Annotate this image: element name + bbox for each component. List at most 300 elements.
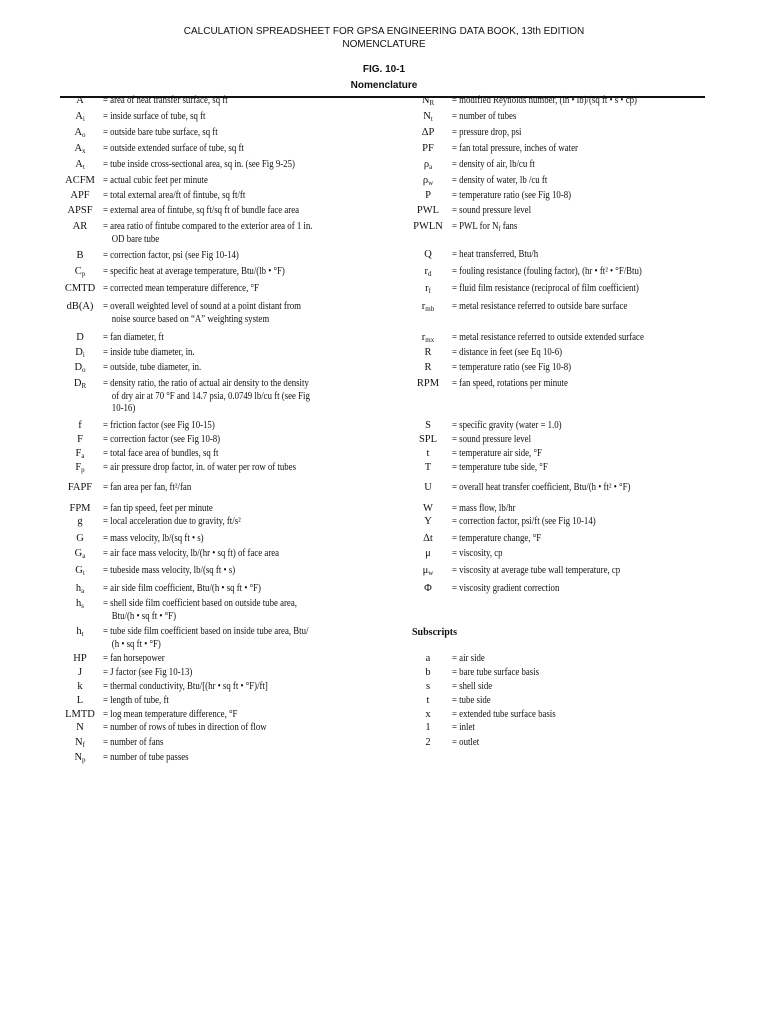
symbol-base: W bbox=[423, 503, 433, 514]
definition-line: = overall heat transfer coefficient, Btu/(h • ft² • °F) bbox=[452, 482, 631, 493]
symbol-subscript: mx bbox=[425, 336, 435, 344]
definition bbox=[103, 598, 323, 623]
symbol-subscript: i bbox=[82, 115, 85, 123]
symbol-base: μ bbox=[422, 565, 429, 576]
symbol bbox=[404, 205, 452, 218]
symbol-base: G bbox=[76, 533, 84, 544]
definition-line: = fan area per fan, ft²/fan bbox=[103, 482, 192, 493]
symbol-subscript: p bbox=[82, 756, 86, 764]
symbol-base: APF bbox=[70, 190, 90, 201]
definition bbox=[103, 95, 245, 108]
symbol-base: Δt bbox=[423, 533, 433, 544]
definition bbox=[103, 548, 303, 561]
symbol bbox=[56, 347, 104, 360]
definition bbox=[103, 695, 178, 708]
definition-line: = density of air, lb/cu ft bbox=[452, 159, 535, 170]
symbol bbox=[56, 111, 104, 124]
definition-line: = mass flow, lb/hr bbox=[452, 503, 516, 514]
definition-line: = tube side film coefficient based on inside tube area, Btu/ bbox=[103, 626, 309, 637]
subscript-symbol bbox=[404, 695, 452, 708]
definition bbox=[103, 221, 341, 246]
symbol-base: FPM bbox=[69, 503, 91, 514]
definition-line: = corrected mean temperature difference, °F bbox=[103, 283, 259, 294]
definition-line: = correction factor, psi (see Fig 10-14) bbox=[103, 250, 239, 261]
symbol-base: t bbox=[426, 448, 430, 459]
definition bbox=[452, 378, 584, 391]
definition-line: = shell side bbox=[452, 681, 493, 692]
definition-line: = tubeside mass velocity, lb/(sq ft • s) bbox=[103, 565, 236, 576]
definition bbox=[103, 362, 215, 375]
symbol-base: F bbox=[75, 462, 82, 473]
symbol-base: AR bbox=[72, 221, 88, 232]
subscripts-heading: Subscripts bbox=[412, 627, 458, 638]
symbol bbox=[56, 95, 104, 108]
definition-line: = external area of fintube, sq ft/sq ft of bundle face area bbox=[103, 205, 300, 216]
definition-line: = heat transferred, Btu/h bbox=[452, 249, 539, 260]
definition bbox=[103, 752, 200, 765]
symbol-base: A bbox=[74, 127, 83, 138]
definition-line: = total face area of bundles, sq ft bbox=[103, 448, 219, 459]
definition-line: 10-16) bbox=[111, 403, 136, 414]
symbol-base: r bbox=[425, 283, 429, 294]
symbol-base: b bbox=[425, 667, 431, 678]
definition bbox=[103, 722, 289, 735]
symbol bbox=[404, 111, 452, 124]
symbol bbox=[56, 626, 104, 639]
symbol-subscript: i bbox=[82, 351, 85, 359]
definition bbox=[103, 127, 233, 140]
symbol bbox=[56, 283, 104, 296]
symbol bbox=[56, 266, 104, 279]
symbol-subscript: R bbox=[81, 382, 87, 390]
definition bbox=[103, 482, 203, 495]
definition bbox=[103, 503, 228, 516]
symbol-base: SPL bbox=[418, 434, 438, 445]
symbol-subscript: f bbox=[82, 741, 85, 749]
symbol-base: B bbox=[76, 250, 84, 261]
symbol-base: N bbox=[74, 752, 83, 763]
symbol bbox=[404, 301, 452, 314]
subscript-symbol bbox=[404, 667, 452, 680]
symbol-base: R bbox=[424, 347, 432, 358]
symbol-base: A bbox=[76, 95, 84, 106]
figure-title: Nomenclature bbox=[350, 80, 418, 91]
symbol-base: PWLN bbox=[413, 221, 443, 232]
definition bbox=[452, 695, 496, 708]
definition bbox=[103, 709, 256, 722]
definition-line: = log mean temperature difference, °F bbox=[103, 709, 238, 720]
symbol-base: D bbox=[76, 332, 84, 343]
subscript-symbol bbox=[404, 653, 452, 666]
definition bbox=[452, 420, 577, 433]
definition-line: = sound pressure level bbox=[452, 205, 532, 216]
symbol bbox=[56, 205, 104, 218]
definition-line: = number of tubes bbox=[452, 111, 517, 122]
symbol bbox=[404, 448, 452, 461]
symbol-subscript: t bbox=[82, 163, 85, 171]
symbol-base: D bbox=[75, 347, 83, 358]
symbol bbox=[404, 503, 452, 516]
symbol bbox=[56, 533, 104, 546]
symbol bbox=[56, 175, 104, 188]
definition-line: = specific heat at average temperature, Btu/(lb • °F) bbox=[103, 266, 285, 277]
subscript-symbol bbox=[404, 722, 452, 735]
definition-line: = density of water, lb /cu ft bbox=[452, 175, 548, 186]
figure-number: FIG. 10-1 bbox=[362, 64, 406, 75]
definition-line: noise source based on “A” weighting system bbox=[111, 313, 270, 325]
definition bbox=[103, 111, 219, 124]
definition-line: = tube inside cross-sectional area, sq in. (see Fig 9-25) bbox=[103, 159, 295, 170]
definition bbox=[452, 347, 577, 360]
symbol bbox=[56, 159, 104, 172]
symbol-subscript: a bbox=[82, 552, 86, 560]
symbol-base: Φ bbox=[424, 583, 432, 594]
definition bbox=[103, 583, 282, 596]
symbol bbox=[404, 482, 452, 495]
definition bbox=[452, 667, 551, 680]
symbol bbox=[404, 332, 452, 345]
definition-line: = sound pressure level bbox=[452, 434, 532, 445]
definition-line: = viscosity at average tube wall temperature, cp bbox=[452, 565, 621, 576]
definition bbox=[103, 283, 280, 296]
symbol bbox=[56, 681, 104, 694]
symbol-subscript: s bbox=[81, 602, 84, 610]
definition-line: = number of rows of tubes in direction of flow bbox=[103, 722, 267, 733]
symbol bbox=[404, 462, 452, 475]
definition bbox=[103, 462, 322, 475]
symbol-base: PF bbox=[422, 143, 434, 154]
symbol-base: N bbox=[76, 722, 84, 733]
symbol bbox=[56, 420, 104, 433]
symbol-base: R bbox=[424, 362, 432, 373]
definition bbox=[103, 533, 217, 546]
definition-line: = metal resistance referred to outside bare surface bbox=[452, 301, 628, 312]
symbol-base: 2 bbox=[425, 737, 431, 748]
symbol-base: g bbox=[77, 516, 83, 527]
symbol bbox=[404, 516, 452, 529]
symbol bbox=[56, 378, 104, 391]
definition bbox=[103, 205, 326, 218]
definition-line: = fan total pressure, inches of water bbox=[452, 143, 578, 154]
definition-line: = temperature tube side, °F bbox=[452, 462, 548, 473]
symbol-base: T bbox=[424, 462, 432, 473]
symbol bbox=[404, 378, 452, 391]
symbol-base: ρ bbox=[423, 159, 430, 170]
definition-line: = correction factor, psi/ft (see Fig 10-14) bbox=[452, 516, 596, 527]
definition bbox=[452, 190, 587, 203]
symbol bbox=[56, 143, 104, 156]
symbol-base: PWL bbox=[416, 205, 440, 216]
symbol-base: A bbox=[75, 159, 83, 170]
symbol bbox=[56, 362, 104, 375]
definition bbox=[103, 626, 336, 651]
symbol-base: G bbox=[74, 548, 83, 559]
symbol bbox=[56, 448, 104, 461]
symbol-base: ACFM bbox=[65, 175, 95, 186]
definition bbox=[452, 332, 670, 345]
symbol bbox=[404, 221, 452, 234]
symbol bbox=[404, 583, 452, 596]
symbol bbox=[56, 583, 104, 596]
definition-line: = area of heat transfer surface, sq ft bbox=[103, 95, 228, 106]
symbol bbox=[56, 190, 104, 203]
definition-line: = tube side bbox=[452, 695, 491, 706]
definition bbox=[452, 301, 651, 314]
symbol-base: P bbox=[425, 190, 431, 201]
symbol bbox=[404, 362, 452, 375]
definition-line: = length of tube, ft bbox=[103, 695, 169, 706]
symbol bbox=[56, 667, 104, 680]
symbol-base: dB(A) bbox=[66, 301, 94, 312]
symbol-base: r bbox=[424, 266, 428, 277]
symbol-base: RPM bbox=[416, 378, 440, 389]
symbol-base: F bbox=[77, 434, 83, 445]
symbol bbox=[56, 722, 104, 735]
definition bbox=[103, 420, 230, 433]
definition-line: = air side bbox=[452, 653, 485, 664]
symbol-base: C bbox=[74, 266, 82, 277]
definition bbox=[103, 565, 253, 578]
definition-line: = actual cubic feet per minute bbox=[103, 175, 208, 186]
definition bbox=[452, 111, 525, 124]
symbol bbox=[404, 533, 452, 546]
symbol bbox=[56, 752, 104, 765]
definition-line: = modified Reynolds number, (in • lb)/(sq ft • s • cp) bbox=[452, 95, 637, 106]
definition bbox=[103, 434, 236, 447]
symbol-subscript: x bbox=[82, 147, 86, 155]
symbol-subscript: t bbox=[82, 569, 85, 577]
symbol-base: N bbox=[421, 95, 430, 106]
definition-line: = shell side film coefficient based on outside tube area, bbox=[103, 598, 297, 609]
symbol-base: h bbox=[76, 598, 82, 609]
definition-line: = air pressure drop factor, in. of water per row of tubes bbox=[103, 462, 297, 473]
definition bbox=[103, 516, 260, 529]
definition bbox=[452, 737, 483, 750]
definition-line: = outside extended surface of tube, sq ft bbox=[103, 143, 244, 154]
definition bbox=[103, 332, 172, 345]
symbol-subscript: p bbox=[81, 466, 85, 474]
definition-line: = fouling resistance (fouling factor), (hr • ft² • °F/Btu) bbox=[452, 266, 642, 277]
definition-line: = density ratio, the ratio of actual air density to the density bbox=[103, 378, 309, 389]
definition-line: = number of fans bbox=[103, 737, 164, 748]
symbol-base: t bbox=[426, 695, 430, 706]
symbol-base: S bbox=[425, 420, 431, 431]
definition-line: = temperature air side, °F bbox=[452, 448, 542, 459]
definition-line: = outside bare tube surface, sq ft bbox=[103, 127, 218, 138]
definition bbox=[103, 266, 310, 279]
symbol-subscript: d bbox=[428, 270, 432, 278]
definition bbox=[452, 681, 498, 694]
document-title: CALCULATION SPREADSHEET FOR GPSA ENGINEERING DATA BOOK, 13th EDITION bbox=[183, 26, 585, 37]
definition bbox=[452, 709, 570, 722]
symbol-base: APSF bbox=[67, 205, 93, 216]
definition-line: = fan horsepower bbox=[103, 653, 165, 664]
definition-line: = extended tube surface basis bbox=[452, 709, 556, 720]
definition bbox=[452, 283, 664, 296]
symbol-base: ρ bbox=[422, 175, 429, 186]
symbol-base: ΔP bbox=[421, 127, 435, 138]
definition-line: = fluid film resistance (reciprocal of film coefficient) bbox=[452, 283, 639, 294]
definition bbox=[452, 503, 524, 516]
definition bbox=[452, 205, 542, 218]
definition bbox=[452, 249, 550, 262]
symbol bbox=[56, 127, 104, 140]
definition-line: = outlet bbox=[452, 737, 480, 748]
definition-line: = air face mass velocity, lb/(hr • sq ft) of face area bbox=[103, 548, 280, 559]
symbol bbox=[56, 565, 104, 578]
symbol-subscript: a bbox=[81, 587, 85, 595]
definition-line: = inside tube diameter, in. bbox=[103, 347, 195, 358]
symbol-base: A bbox=[74, 143, 83, 154]
definition-line: = outside, tube diameter, in. bbox=[103, 362, 202, 373]
definition-line: = thermal conductivity, Btu/[(hr • sq ft • °F)/ft] bbox=[103, 681, 268, 692]
definition bbox=[452, 653, 489, 666]
definition-line bbox=[452, 221, 517, 234]
symbol-base: a bbox=[425, 653, 431, 664]
definition-line: = pressure drop, psi bbox=[452, 127, 522, 138]
symbol bbox=[56, 221, 104, 234]
symbol-base: CMTD bbox=[64, 283, 96, 294]
definition-text: fans bbox=[500, 221, 518, 232]
symbol-base: U bbox=[424, 482, 432, 493]
symbol bbox=[404, 548, 452, 561]
definition-line: Btu/(h • sq ft • °F) bbox=[111, 610, 176, 622]
symbol bbox=[404, 190, 452, 203]
definition bbox=[452, 462, 561, 475]
definition bbox=[452, 516, 615, 529]
symbol-base: 1 bbox=[425, 722, 431, 733]
definition bbox=[452, 482, 655, 495]
subscript-symbol bbox=[404, 709, 452, 722]
definition bbox=[103, 347, 207, 360]
symbol bbox=[404, 565, 452, 578]
symbol-base: k bbox=[77, 681, 83, 692]
symbol bbox=[56, 332, 104, 345]
symbol-base: G bbox=[75, 565, 83, 576]
definition bbox=[103, 159, 321, 172]
definition bbox=[103, 143, 263, 156]
definition bbox=[452, 159, 546, 172]
definition-line: = area ratio of fintube compared to the exterior area of 1 in. bbox=[103, 221, 313, 232]
definition-text: = PWL for N bbox=[452, 221, 499, 232]
symbol-subscript: w bbox=[428, 569, 434, 577]
definition bbox=[103, 250, 257, 263]
definition-line: = temperature ratio (see Fig 10-8) bbox=[452, 362, 572, 373]
symbol bbox=[404, 420, 452, 433]
definition bbox=[103, 448, 234, 461]
definition-line: = fan tip speed, feet per minute bbox=[103, 503, 213, 514]
symbol-subscript: f bbox=[428, 287, 431, 295]
definition bbox=[452, 362, 587, 375]
symbol-base: x bbox=[425, 709, 431, 720]
symbol bbox=[56, 301, 104, 314]
symbol bbox=[404, 95, 452, 108]
symbol bbox=[404, 143, 452, 156]
symbol bbox=[56, 695, 104, 708]
symbol-base: HP bbox=[73, 653, 87, 664]
definition bbox=[452, 533, 553, 546]
symbol-subscript: w bbox=[428, 179, 434, 187]
symbol-base: D bbox=[73, 378, 82, 389]
definition bbox=[452, 266, 668, 279]
definition bbox=[452, 434, 542, 447]
definition-line: = air side film coefficient, Btu/(h • sq ft • °F) bbox=[103, 583, 261, 594]
symbol-subscript: p bbox=[81, 270, 86, 278]
symbol-subscript: t bbox=[81, 630, 84, 638]
definition-line: = correction factor (see Fig 10-8) bbox=[103, 434, 221, 445]
definition-line: = fan diameter, ft bbox=[103, 332, 164, 343]
definition bbox=[103, 190, 265, 203]
definition-line: = J factor (see Fig 10-13) bbox=[103, 667, 193, 678]
symbol-subscript: mb bbox=[425, 305, 435, 313]
symbol-subscript: t bbox=[430, 115, 433, 123]
symbol-base: L bbox=[76, 695, 84, 706]
symbol-base: N bbox=[75, 737, 83, 748]
subscript-symbol bbox=[404, 737, 452, 750]
definition bbox=[103, 667, 204, 680]
symbol bbox=[404, 127, 452, 140]
definition-line: = overall weighted level of sound at a point distant from bbox=[103, 301, 302, 312]
definition bbox=[103, 301, 328, 326]
symbol-subscript: a bbox=[429, 163, 433, 171]
symbol-base: r bbox=[421, 332, 426, 343]
symbol-base: h bbox=[75, 583, 82, 594]
definition bbox=[452, 448, 554, 461]
definition-line: = bare tube surface basis bbox=[452, 667, 540, 678]
symbol bbox=[56, 503, 104, 516]
symbol bbox=[404, 266, 452, 279]
definition-line: OD bare tube bbox=[111, 233, 160, 245]
symbol bbox=[404, 159, 452, 172]
symbol bbox=[56, 548, 104, 561]
definition-line: = specific gravity (water = 1.0) bbox=[452, 420, 562, 431]
symbol-base: f bbox=[78, 420, 82, 431]
definition-line: (h • sq ft • °F) bbox=[111, 638, 161, 650]
definition-line: = viscosity, cp bbox=[452, 548, 503, 559]
symbol-base: J bbox=[77, 667, 83, 678]
definition bbox=[452, 548, 510, 561]
definition-line: = distance in feet (see Eq 10-6) bbox=[452, 347, 563, 358]
definition bbox=[103, 737, 172, 750]
definition-line: = total external area/ft of fintube, sq ft/ft bbox=[103, 190, 246, 201]
definition bbox=[103, 653, 173, 666]
symbol-base: A bbox=[75, 111, 83, 122]
definition-line: = mass velocity, lb/(sq ft • s) bbox=[103, 533, 204, 544]
definition bbox=[452, 143, 595, 156]
definition-line: = inlet bbox=[452, 722, 475, 733]
symbol bbox=[56, 516, 104, 529]
symbol bbox=[404, 249, 452, 262]
symbol-base: F bbox=[75, 448, 82, 459]
document-subtitle: NOMENCLATURE bbox=[342, 39, 426, 50]
definition-subscript: f bbox=[498, 225, 501, 233]
symbol bbox=[404, 175, 452, 188]
definition-line: = local acceleration due to gravity, ft/s² bbox=[103, 516, 241, 527]
definition-line: = temperature ratio (see Fig 10-8) bbox=[452, 190, 572, 201]
definition-line: = number of tube passes bbox=[103, 752, 189, 763]
definition bbox=[452, 583, 574, 596]
symbol-base: μ bbox=[425, 548, 431, 559]
definition-line: = viscosity gradient correction bbox=[452, 583, 560, 594]
definition bbox=[452, 722, 478, 735]
symbol-base: Q bbox=[424, 249, 432, 260]
definition-line: = friction factor (see Fig 10-15) bbox=[103, 420, 215, 431]
symbol bbox=[56, 250, 104, 263]
symbol-subscript: o bbox=[82, 366, 86, 374]
definition bbox=[103, 681, 290, 694]
definition-line: = temperature change, °F bbox=[452, 533, 542, 544]
symbol-base: LMTD bbox=[65, 709, 95, 720]
